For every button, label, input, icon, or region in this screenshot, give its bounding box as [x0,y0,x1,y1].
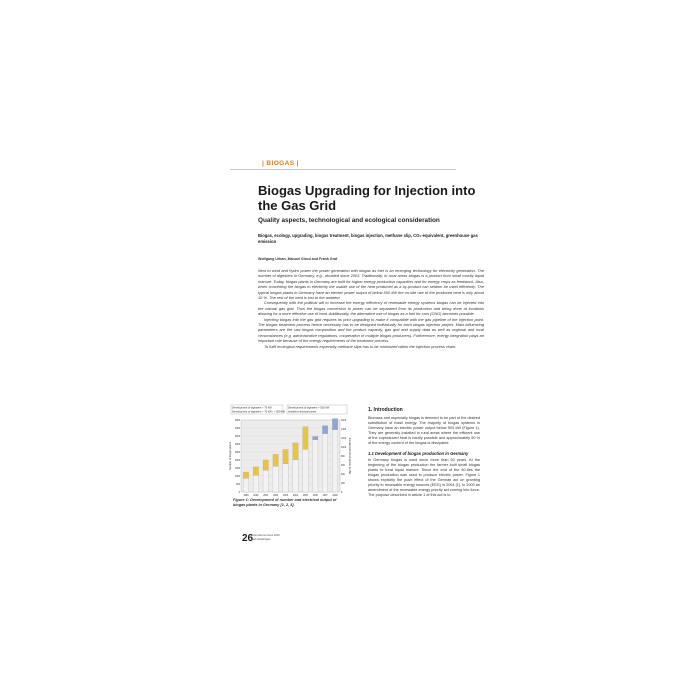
journal-line: International Issue 2009 [252,534,280,537]
journal-name: gwf-Gas|Erdgas [252,537,271,541]
subsection-heading: 1.1 Development of biogas production in Germany [368,451,469,456]
y-tick-label: 2000 [234,459,240,462]
header-rule [230,169,456,170]
y-tick-label: 2500 [234,451,240,454]
y2-tick-label: 1200 [341,437,347,440]
article-subtitle: Quality aspects, technological and ecological consideration [258,217,440,224]
x-tick-label: 2007 [322,495,328,497]
abstract-paragraph: Next to wind and hydro power the power generation with biogas as fuel is an emerging technology for electricity generation. The number of digesters in Germany, e.g., doubled since 2003. Traditionally, in rural areas biogas is a product from small mostly liquid manure. Today, biogas plants in Germany are built for higher energy production capacities and for energy crops as feedstock. Also, when converting the biogas to electricity the usable use of the heat produced as a by-product can seldom be used efficiently. The typical biogas plants in Germany have an electric power output of below 500 kW the on-site use of the produced heat is only about 10 %. The rest of the heat is lost to the ambient. [258,268,484,301]
legend-entry: Installed electrical power [288,410,317,414]
y2-axis-label: Installed electrical power in MW [348,437,351,475]
bar-segment [332,430,337,492]
y2-tick-label: 1400 [341,428,347,431]
figure-caption: Figure 1: Development of number and electrical output of biogas plants in Germany [1, 2, 3]. [233,498,337,507]
bar-segment [313,436,318,439]
bar-segment [332,419,337,430]
y2-tick-label: 200 [341,482,345,485]
bar-segment [273,466,278,492]
y-tick-label: 4000 [234,427,240,430]
keywords: Biogas, ecology, upgrading, biogas treatment, biogas injection, methane slip, CO₂-equivalent, greenhouse gas emission [258,233,478,244]
bar-segment [253,467,258,475]
page-number: 26 [242,533,254,544]
y2-tick-label: 400 [341,473,345,476]
abstract-paragraph: To fulfil ecological requirements especially methane slips has to be minimized within the injection process chain. [264,343,457,349]
abstract [258,268,484,349]
bar-segment [273,454,278,466]
bar-segment [283,449,288,463]
x-tick-label: 2005 [302,495,308,497]
y-tick-label: 500 [236,483,240,486]
x-tick-label: 2008 [332,495,338,497]
x-tick-label: 1999 [243,495,249,497]
y-tick-label: 3500 [234,435,240,438]
legend-entry: Development of digesters > 500 kW [288,406,330,410]
bar-segment [283,464,288,492]
y-tick-label: 1000 [234,475,240,478]
bar-segment [293,460,298,492]
bar-segment [313,440,318,492]
legend-entry: Development of digesters > 70 kW / < 500 kW [232,410,285,414]
x-tick-label: 2003 [282,495,289,497]
chart-svg [227,404,351,504]
authors: Wolfgang Urban, Manuel Girod and Frank Graf [258,257,338,261]
bar-segment [253,475,258,492]
y2-tick-label: 800 [341,455,345,458]
legend-entry: Development of digesters < 70 kW [232,406,272,410]
bar-segment [322,426,327,434]
y-tick-label: 1500 [234,467,240,470]
section-tag: | BIOGAS | [258,160,303,167]
bar-segment [303,449,308,492]
y-axis-label: Number of biogas plants [229,441,232,471]
y-tick-label: 3000 [234,443,240,446]
bar-segment [303,427,308,449]
x-tick-label: 2002 [273,495,279,497]
article-title: Biogas Upgrading for Injection into the Gas Grid [258,183,476,213]
section-heading: 1. Introduction [368,407,403,413]
abstract-paragraph: Consequently with the political will to increase the energy efficiency of renewable energy systems biogas can be injected into the natural gas grid. Thus the biogas conversion to power can be separated from its production and being done at locations allowing for a more effective use of heat. Additionally, the alternative use of biogas as a fuel for cars (CNG) becomes possible. [258,300,484,317]
bar-segment [263,470,268,492]
x-tick-label: 2004 [292,495,299,497]
y-tick-label: 0 [238,491,240,494]
x-tick-label: 2000 [253,495,259,497]
y2-tick-label: 0 [341,491,343,494]
journal-info [252,534,280,541]
y-tick-label: 4500 [234,419,240,422]
bar-segment [293,443,298,460]
subsection-paragraph: In Germany biogas is used since more than 50 years. At the beginning of the biogas production the farmer built small biogas plants to treat liquid manure. Since the end of the 90-ties the biogas production was used to produce electric power. Figure 1 shows explicitly the push effect of the German act on granting priority to renewable energy sources (EEG) in 2004 [1]. In 2000 an amendment of the renewable energy priority act coming into force. The purpose described in article 1 of this act is to [368,458,480,498]
x-tick-label: 2001 [263,495,269,497]
bar-segment [263,460,268,470]
figure-chart [227,404,351,504]
y2-tick-label: 1000 [341,446,347,449]
x-tick-label: 2006 [312,495,318,497]
body-column [368,407,480,498]
intro-paragraph: Biomass and especially biogas is deemed to be part of the desired substitution of fossil energy. The majority of biogas systems in Germany have an electric power output below 500 kW (Figure 1). They are generally installed in rural areas where the efficient use of the coproduced heat is hardly possible and approximately 50 % of the energy content of the biogas is dissipated. [368,416,480,445]
abstract-paragraph: Injecting biogas into the gas grid requires its prior upgrading to make it compatible with the gas pipeline of the injection point. The biogas treatment process hence necessary has to be designed individually for each biogas injection project. Main influencing parameters are the raw biogas composition and the product capacity, gas grid and supply data as well as regional and local circumstances (e.g. administrative regulations, cooperation of multiple biogas producers). Furthermore, energy integration plays an important role because of the energy requirements of the treatment process. [258,316,484,344]
y2-tick-label: 1600 [341,419,347,422]
bar-segment [243,478,248,492]
bar-segment [322,434,327,492]
y2-tick-label: 600 [341,464,345,467]
bar-segment [243,472,248,478]
